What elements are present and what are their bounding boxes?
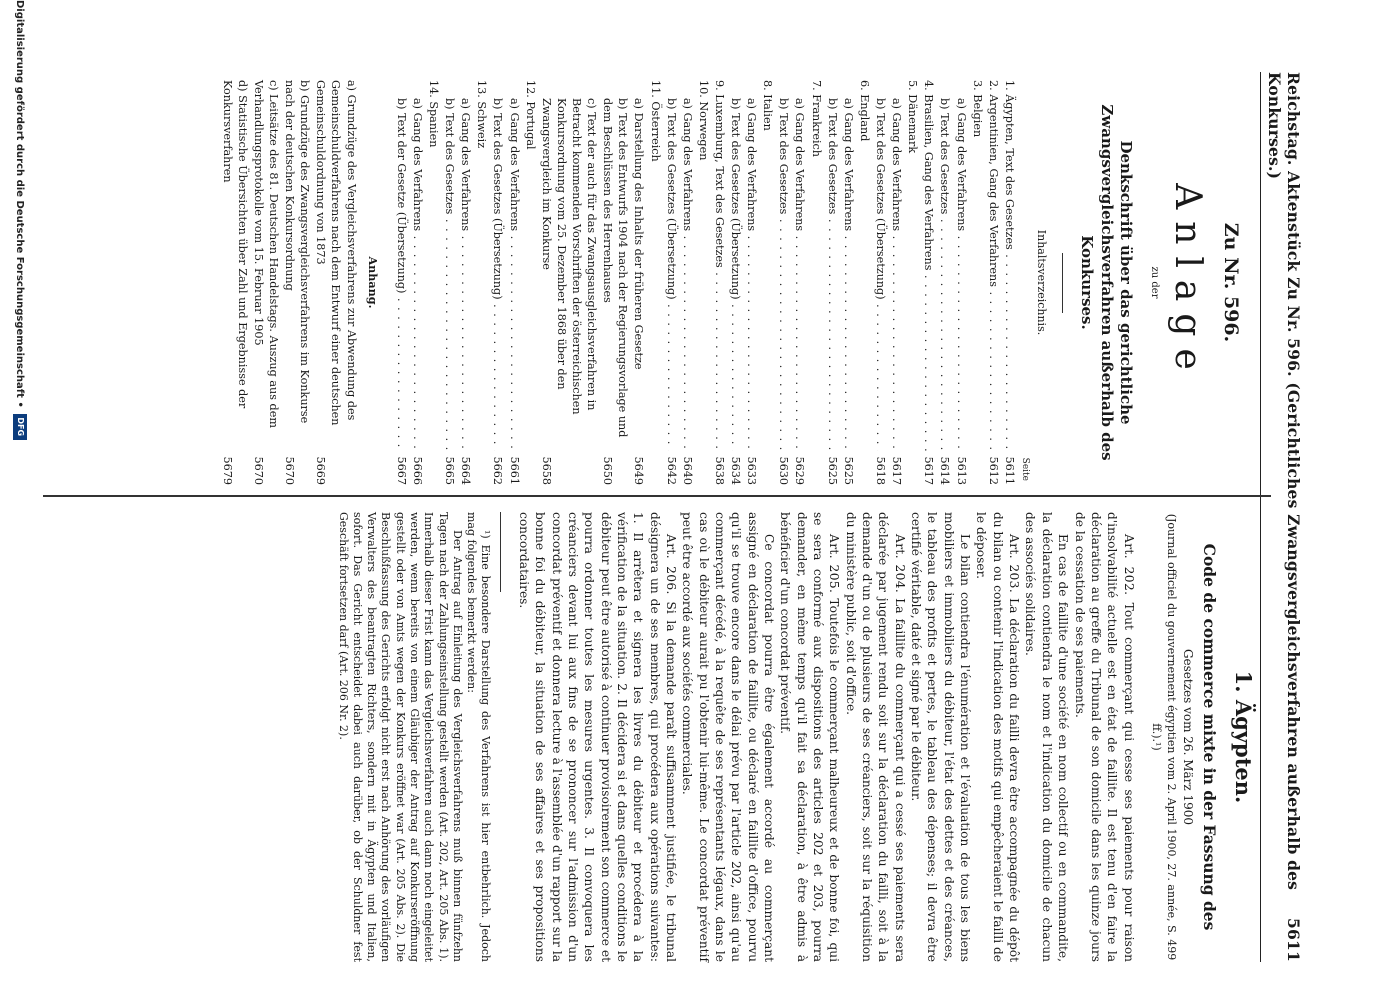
toc-entry [712,80,727,485]
toc-entry-label: a) Darstellung des Inhalts der früheren Gesetze [632,98,646,370]
toc-entry [857,80,872,485]
toc-entry-label: b) Text der Gesetze (Übersetzung) . . . [394,98,409,451]
toc-entry-page: 5669 [314,456,328,485]
table-of-contents [220,80,1017,485]
code-subtitle: Gesetzes vom 26. März 1900 [1181,648,1196,826]
toc-entry [937,80,952,485]
footnote-paragraph: Der Antrag auf Einleitung des Vergleichsverfahrens muß binnen fünfzehn Tagen nach der Zahlungseinstellung gestellt werden (Art. 202, Art. 205 Abs. 1). Innerhalb dieser Frist kann das Vergleichsverfahren auch dann noch eingeleitet werden, wenn bereits von einem Gläubiger der Antrag auf Konkurseröffnung gestellt oder von Amts wegen der Konkurs eröffnet war (Art. 205 Abs. 2). Die Beschlußfassung des Gerichts erfolgt nicht erst nach Anhörung des vorläufigen Verwalters des beantragten Richters, sondern mit in Ägypten und Italien, sofort. Das Gericht entscheidet dabei auch darüber, ob der Schuldner fest Geschäft fortsetzen darf (Art. 206 Nr. 2). [336,512,464,962]
toc-entry [986,80,1001,485]
article-body: Le bilan contiendra l'énumération et l'évaluation de tous les biens mobiliers et immobiliers du débiteur, l'état des dettes et des créances, le tableau des profits et pertes, le tableau des dépenses; il devra être certifié véritable, daté et signé par le débiteur. [909,512,973,962]
toc-entry-page: 5629 [793,456,807,485]
article-body: Ce concordat pourra être également accordé au commerçant assigné en déclaration de faillite, ou déclaré en faillite d'office, pourvu qu'il se trouve encore dans le délai prévu par l'article 202, ainsi qu'au commerçant décédé, à la requête de ses représentants légaux, dans le cas où le débiteur aurait pu l'obtenir lui-même. Le concordat préventif peut être accordé aux sociétés commerciales. [680,512,776,962]
toc-entry-label: 2. Argentinien, Gang des Verfahrens . . . [986,80,1001,451]
toc-heading-text: Inhaltsverzeichnis. [1034,229,1048,336]
toc-entry [889,80,904,485]
running-head: Reichstag. Aktenstück Zu Nr. 596. (Gerichtliches Zwangsvergleichsverfahren außerhalb des Konkurses.) [1265,72,1303,891]
toc-entry-label: 10. Norwegen [696,80,710,161]
toc-entry [760,80,775,485]
toc-entry-label: a) Grundzüge des Vergleichsverfahrens zur Abwendung des Gemeinschuldverfahrens nach dem Entwurf einer deutschen Gemeinschuldordnung von 1873 [314,80,358,426]
toc-entry [647,80,662,485]
toc-entry-label: a) Gang des Verfahrens . . . [889,98,904,451]
toc-entry-label: 7. Frankreich [809,80,823,158]
footnote-paragraph: ¹) Eine besondere Darstellung des Verfahrens ist hier entbehrlich. Jedoch mag folgendes bemerkt werden: [465,512,493,962]
article-body: Tout commerçant qui cesse ses paiements pour raison d'insolvabilité actuelle est en état de faillite. Il est tenu d'en faire la déclaration au greffe du Tribunal de son domicile dans les quinze jours de la cessation de ses paiements. [1072,512,1136,963]
toc-entry [841,80,856,485]
toc-entry-label: a) Gang des Verfahrens . . . [792,98,807,451]
article-paragraph [516,512,679,962]
article-body: Si la demande paraît suffisamment justifiée, le tribunal désignera un de ses membres, qui procédera aux opérations suivantes: 1. Il arrêtera et signera les livres du débiteur et procédera à la vérification de la situation. 2. Il décidera si et dans quelles conditions le débiteur peut être autorisé à continuer provisoirement son commerce et pourra ordonner toutes les mesures urgentes. 3. Il convoquera les créanciers devant lui aux fins de se prononcer sur l'admission d'un concordat préventif et donnera lecture à l'assemblée d'un rapport sur la bonne foi du débiteur, la situation de ses affaires et ses propositions concordataires. [516,512,678,962]
article-paragraph [973,512,1022,962]
toc-entry-page: 5617 [922,456,936,485]
toc-entry-label: 13. Schweiz [475,80,489,149]
toc-entry-page: 5613 [954,456,968,485]
toc-entry [506,80,521,485]
title-rule [1062,253,1063,313]
toc-entry-label: b) Text des Gesetzes (Übersetzung) . . . [728,98,743,451]
toc-entry [953,80,968,485]
toc-entry [921,80,936,485]
toc-entry-label: 3. Belgien [970,80,984,138]
toc-entry-label: b) Text des Gesetzes . . . [825,98,840,451]
toc-entry [426,80,441,485]
article-body: La faillite du commerçant qui a cessé ses paiements sera déclarée par jugement rendu soit sur la déclaration du failli, soit à la demande d'un ou de plusieurs de ses créanciers, soit sur la réquisition du ministère public, soit d'office. [843,512,907,962]
toc-part-2 [394,80,538,485]
right-column [45,512,1265,962]
footnote-rule [501,512,502,592]
toc-entry-page: 5612 [986,456,1000,485]
page-header [1260,72,1303,962]
toc-entry [410,80,425,485]
section-title: 1. Ägypten. [1231,670,1256,804]
toc-entry-label: 14. Spanien [426,80,440,148]
toc-entry [539,80,599,485]
article-paragraph [908,512,973,962]
article-paragraph [842,512,907,962]
article-paragraph [1071,512,1136,962]
toc-austria [539,80,647,485]
toc-entry-page: 5662 [491,456,505,485]
toc-entry [825,80,840,485]
digitization-credit [9,0,31,1000]
toc-entry-page: 5658 [539,456,553,485]
toc-entry-page: 5649 [632,456,646,485]
toc-entry-page: 5666 [410,456,424,485]
toc-entry-label: d) Statistische Übersichten über Zahl und Ergebnisse der Konkursverfahren [220,80,249,409]
toc-entry-page: 5638 [712,456,726,485]
toc-entry [394,80,409,485]
seite-label: Seite [1020,457,1031,481]
toc-part-1 [647,80,1017,485]
toc-entry-page: 5664 [459,456,473,485]
toc-entry [313,80,358,485]
toc-entry [490,80,505,485]
toc-entry-label: a) Gang des Verfahrens . . . [680,98,695,451]
toc-entry-page: 5630 [777,456,791,485]
toc-entry [1002,80,1017,485]
toc-entry-page: 5665 [443,456,457,485]
toc-entry-label: c) Text der auch für das Zwangsausgleichsverfahren in Betracht kommenden Vorschriften der österreichischen Konkursordnung vom 25. Dezember 1868 über den Zwangsvergleich im Konkurse [539,98,599,415]
toc-entry-label: b) Text des Gesetzes . . . [937,98,952,451]
toc-entry-page: 5642 [664,456,678,485]
toc-entry [728,80,743,485]
toc-entry [474,80,489,485]
toc-entry-page: 5614 [938,456,952,485]
digitization-text: Digitalisierung gefördert durch die Deutsche Forschungsgemeinschaft • [14,0,26,408]
toc-entry-label: b) Text des Gesetzes (Übersetzung) . . . [873,98,888,451]
toc-entry-page: 5611 [1002,456,1016,485]
toc-entry-page: 5640 [680,456,694,485]
toc-entry-label: a) Gang des Verfahrens . . . [841,98,856,451]
toc-entry-page: 5625 [841,456,855,485]
toc-entry-page: 5670 [251,456,265,485]
toc-entry-label: 5. Dänemark [906,80,920,154]
article-number: Art. 204. [892,534,907,594]
article-body: Toutefois le commerçant malheureux et de bonne foi, qui se sera conformé aux dispositions des articles 202 et 203, pourra demander, en même temps qu'il fait sa déclaration, à être admis à bénéficier d'un concordat préventif. [778,512,842,962]
toc-entry-label: b) Text des Gesetzes . . . [776,98,791,451]
toc-entry-page: 5617 [890,456,904,485]
article-paragraph [679,512,777,962]
article-body: En cas de faillite d'une société en nom collectif ou en commandite, la déclaration contiendra le nom et l'indication du domicile de chacun des associés solidaires. [1023,512,1071,962]
article-paragraph [1022,512,1071,962]
toc-entry-label: 8. Italien [761,80,775,131]
toc-entry [251,80,281,485]
toc-entry [442,80,457,485]
toc-entry [680,80,695,485]
toc-entry [905,80,920,485]
toc-entry-page: 5633 [745,456,759,485]
toc-entry [458,80,473,485]
article-number: Art. 202. [1121,534,1136,596]
toc-entry [631,80,646,485]
toc-entry-page: 5670 [283,456,297,485]
footnote [335,512,492,962]
toc-entry [744,80,759,485]
toc-entry [873,80,888,485]
toc-entry-label: 6. England [857,80,871,142]
toc-entry-label: a) Gang des Verfahrens . . . [458,98,473,451]
toc-entry-label: 1. Ägypten, Text des Gesetzes . . . [1002,80,1017,451]
article-text [516,512,1137,962]
toc-entry-page: 5618 [874,456,888,485]
toc-entry-label: 4. Brasilien, Gang des Verfahrens . . . [921,80,936,451]
toc-entry-label: b) Grundzüge des Zwangsvergleichsverfahrens im Konkurse nach der deutschen Konkursordnung [283,80,312,424]
code-source: (Journal officiel du gouvernement égyptien vom 2. April 1900, 27. année, S. 499 ff.).¹) [1150,513,1179,961]
zu-der-text: zu der [1148,266,1160,299]
toc-entry [792,80,807,485]
zu-nr-heading: Zu Nr. 596. [1220,222,1242,343]
article-number: Art. 203. [1007,534,1022,594]
toc-entry-page: 5661 [507,456,521,485]
article-paragraph [777,512,842,962]
toc-entry [220,80,250,485]
toc-entry-label: a) Gang des Verfahrens . . . [410,98,425,451]
toc-entry-label: a) Gang des Verfahrens . . . [506,98,521,451]
toc-entry-label: a) Gang des Verfahrens . . . [744,98,759,451]
toc-entry [696,80,711,485]
anlage-heading: Anlage [1167,183,1209,382]
code-title: Code de commerce mixte in der Fassung des [1199,543,1219,931]
toc-entry-label: b) Text des Entwurfs 1904 nach der Regierungsvorlage und dem Beschlüssen des Herrenhauses [601,98,630,438]
toc-entry-page: 5667 [394,456,408,485]
toc-entry [523,80,538,485]
toc-entry-label: 11. Österreich [648,80,662,162]
column-divider [43,495,1271,497]
anhang-heading: Anhang. [365,256,380,309]
toc-anhang [220,80,359,485]
toc-entry-page: 5634 [729,456,743,485]
toc-entry-page: 5625 [825,456,839,485]
toc-entry-page: 5679 [220,456,234,485]
toc-entry-label: b) Text des Gesetzes . . . [442,98,457,451]
toc-entry [970,80,985,485]
article-number: Art. 206. [663,534,678,595]
left-column [45,80,1265,485]
document-title: Denkschrift über das gerichtliche Zwangsvergleichsverfahren außerhalb des Konkurses. [1078,104,1136,461]
toc-entry-label: b) Text des Gesetzes (Übersetzung) . . . [490,98,505,451]
page-number: 5611 [1284,918,1303,962]
toc-entry-label: c) Leitsätze des 81. Deutschen Handelstags. Auszug aus dem Verhandlungsprotokolle vom 15. Februar 1905 [251,80,280,428]
toc-entry-label: 9. Luxemburg, Text des Gesetzes . . . [712,80,727,451]
toc-heading [1020,80,1048,485]
toc-entry-label: 12. Portugal [523,80,537,150]
toc-entry [600,80,630,485]
toc-entry [776,80,791,485]
toc-entry [809,80,824,485]
article-number: Art. 205. [827,534,842,594]
toc-entry [282,80,312,485]
toc-entry [664,80,679,485]
dfg-logo: DFG [13,414,27,440]
article-body: La déclaration du failli devra être accompagnée du dépôt du bilan ou contenir l'indication des motifs qui empêcheraient le failli de le déposer. [974,512,1022,963]
toc-entry-label: b) Text des Gesetzes (Übersetzung) . . . [664,98,679,451]
toc-entry-label: a) Gang des Verfahrens . . . [953,98,968,451]
toc-entry-page: 5650 [601,456,615,485]
